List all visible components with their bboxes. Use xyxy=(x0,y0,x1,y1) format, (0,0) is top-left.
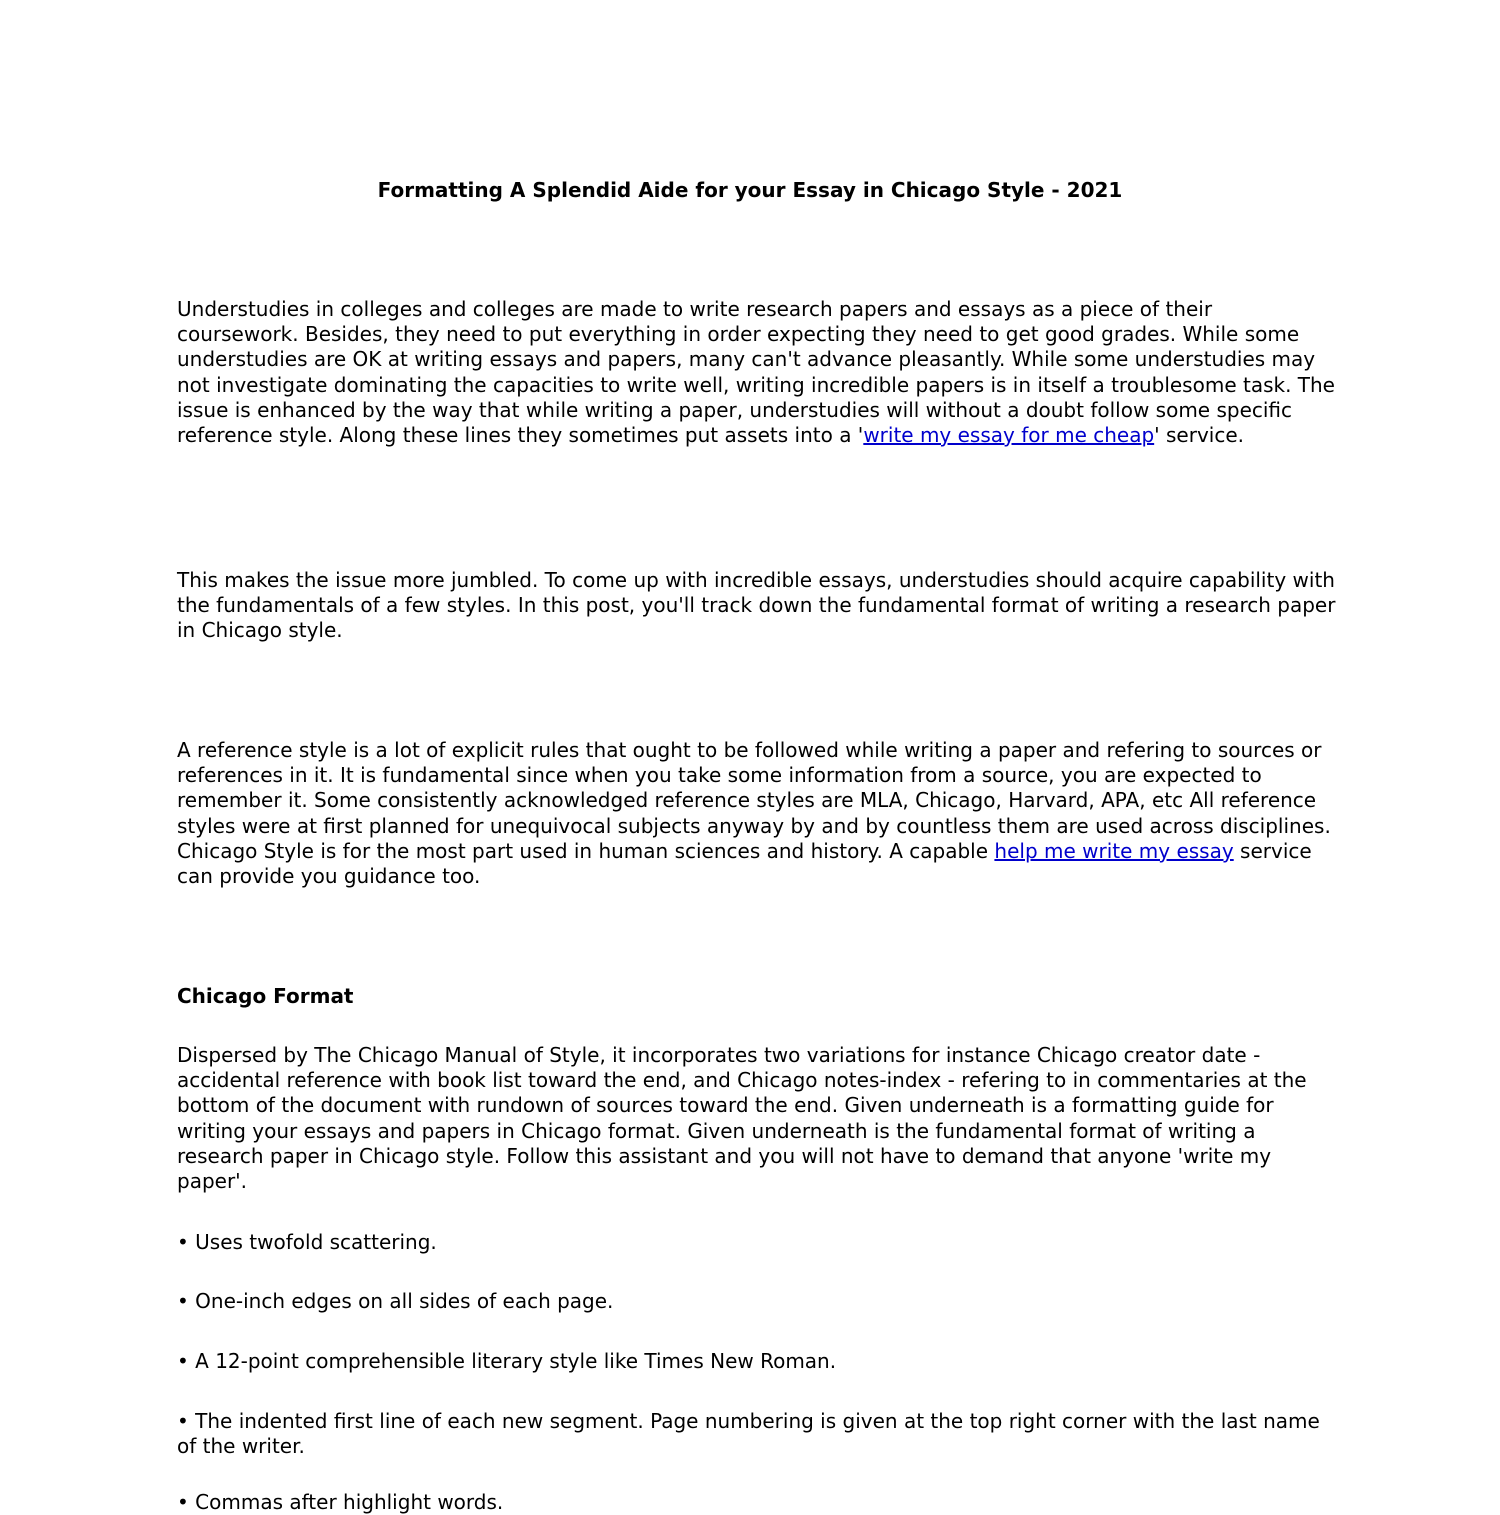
bullet-item: • Uses twofold scattering. xyxy=(177,1230,437,1254)
write-my-essay-cheap-link[interactable]: write my essay for me cheap xyxy=(863,423,1155,448)
bullet-item: • A 12-point comprehensible literary style like Times New Roman. xyxy=(177,1349,837,1373)
paragraph-reference-text-after: service can provide you guidance too. xyxy=(177,838,1312,889)
paragraph-reference-style xyxy=(177,738,1337,889)
paragraph-reference-text: A reference style is a lot of explicit rules that ought to be followed while writing a paper and refering to sources or references in it. It is fundamental since when you take some information from a source, you are expected to remember it. Some consistently acknowledged reference styles are MLA, Chicago, Harvard, APA, etc All reference styles were at first planned for unequivocal subjects anyway by and by countless them are used across disciplines. Chicago Style is for the most part used in human sciences and history. A capable xyxy=(177,738,1331,863)
paragraph-styles: This makes the issue more jumbled. To come up with incredible essays, understudies should acquire capability with the fundamentals of a few styles. In this post, you'll track down the fundamental format of writing a research paper in Chicago style. xyxy=(177,568,1336,643)
paragraph-intro-text: Understudies in colleges and colleges are made to write research papers and essays as a piece of their coursework. Besides, they need to put everything in order expecting they need to get good grades. While some understudies are OK at writing essays and papers, many can't advance pleasantly. While some understudies may not investigate dominating the capacities to write well, writing incredible papers is in itself a troublesome task. The issue is enhanced by the way that while writing a paper, understudies will without a doubt follow some specific reference style. Along these lines they sometimes put assets into a ' xyxy=(177,297,1335,448)
paragraph-intro-text-after: ' service. xyxy=(1154,423,1245,448)
document-title: Formatting A Splendid Aide for your Essay in Chicago Style - 2021 xyxy=(377,178,1123,202)
paragraph-intro xyxy=(177,297,1337,448)
bullet-item: • Commas after highlight words. xyxy=(177,1490,504,1514)
help-me-write-essay-link[interactable]: help me write my essay xyxy=(994,838,1234,863)
bullet-item: • One-inch edges on all sides of each page. xyxy=(177,1289,614,1313)
paragraph-chicago-format: Dispersed by The Chicago Manual of Style, it incorporates two variations for instance Chicago creator date - accidental reference with book list toward the end, and Chicago notes-index - refering to in commentaries at the bottom of the document with rundown of sources toward the end. Given underneath is a formatting guide for writing your essays and papers in Chicago format. Given underneath is the fundamental format of writing a research paper in Chicago style. Follow this assistant and you will not have to demand that anyone 'write my paper'. xyxy=(177,1043,1307,1194)
bullet-item: • The indented first line of each new segment. Page numbering is given at the top right corner with the last name of the writer. xyxy=(177,1409,1320,1459)
section-heading-chicago-format: Chicago Format xyxy=(177,984,354,1008)
